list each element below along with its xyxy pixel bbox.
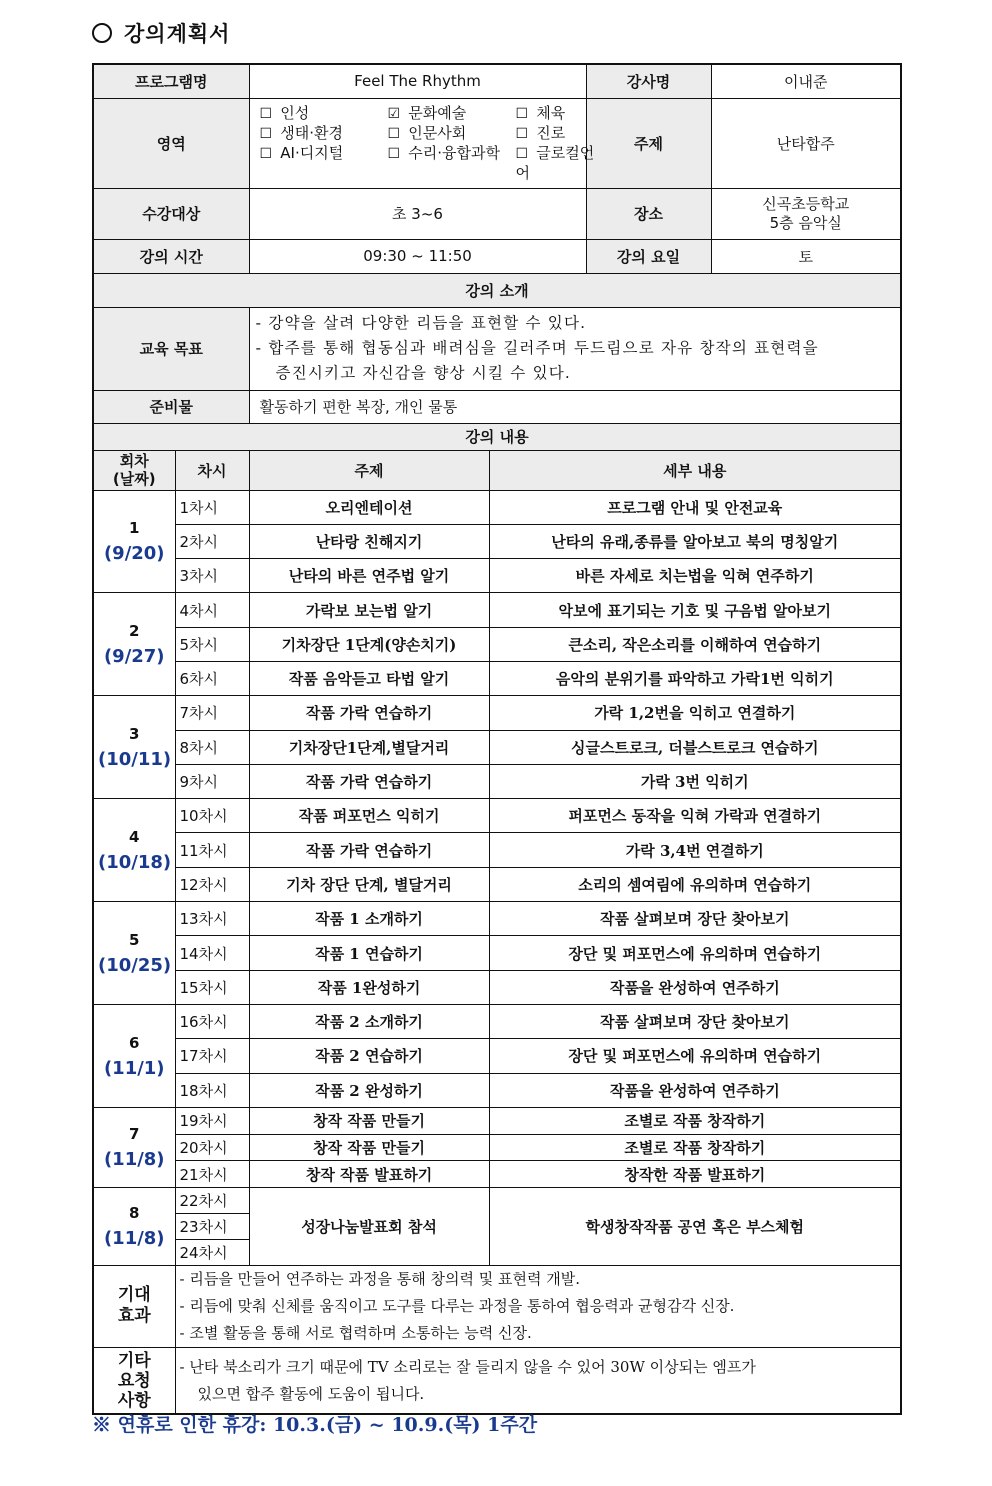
lesson-detail: 난타의 유래,종류를 알아보고 북의 명칭알기	[489, 524, 901, 558]
area-option-label: 수리·융합과학	[408, 143, 501, 162]
session-date: (11/8)	[103, 1149, 165, 1171]
goal-label: 교육 목표	[93, 307, 249, 390]
lesson-row	[93, 799, 901, 833]
requests-text	[175, 1347, 901, 1414]
lesson-row	[93, 833, 901, 867]
place-line1: 신곡초등학교	[762, 194, 850, 213]
checkbox-icon: ☐	[387, 145, 401, 162]
lesson-row	[93, 936, 901, 970]
period-cell: 2차시	[175, 524, 249, 558]
session-number-cell	[93, 902, 175, 1005]
lesson-topic: 작품 1 소개하기	[249, 902, 489, 936]
lesson-topic: 기차장단 1단계(양손치기)	[249, 627, 489, 661]
lesson-row	[93, 1107, 901, 1134]
period-cell: 18차시	[175, 1073, 249, 1107]
lesson-topic: 작품 가락 연습하기	[249, 764, 489, 798]
session-number-cell	[93, 1187, 175, 1265]
area-option-label: 문화예술	[408, 103, 467, 122]
program-value: Feel The Rhythm	[249, 64, 586, 98]
topic-label: 주제	[586, 98, 711, 188]
period-cell: 15차시	[175, 970, 249, 1004]
lesson-topic: 작품 1완성하기	[249, 970, 489, 1004]
session-number: 5	[129, 931, 140, 949]
lesson-detail: 소리의 셈여림에 유의하며 연습하기	[489, 867, 901, 901]
area-option-label: AI·디지털	[280, 143, 344, 162]
lesson-row	[93, 1039, 901, 1073]
effects-label-line: 기대	[117, 1285, 151, 1306]
session-date: (10/18)	[98, 852, 172, 874]
col-session	[93, 450, 175, 490]
period-cell: 21차시	[175, 1161, 249, 1188]
lesson-row	[93, 524, 901, 558]
lesson-topic: 작품 1 연습하기	[249, 936, 489, 970]
col-session-line: (날짜)	[112, 470, 156, 488]
session-number-cell	[93, 1004, 175, 1107]
period-cell: 12차시	[175, 867, 249, 901]
checkbox-icon: ☐	[259, 125, 273, 142]
period-cell: 23차시	[175, 1213, 249, 1239]
lesson-topic: 작품 가락 연습하기	[249, 833, 489, 867]
session-number: 4	[129, 828, 140, 847]
lesson-row	[93, 970, 901, 1004]
day-value: 토	[711, 239, 901, 273]
area-checkboxes	[249, 98, 595, 188]
col-period: 차시	[175, 450, 249, 490]
lesson-topic: 성장나눔발표회 참석	[249, 1187, 489, 1265]
requests-label	[93, 1347, 175, 1414]
lesson-topic: 창작 작품 만들기	[249, 1134, 489, 1161]
period-cell: 7차시	[175, 696, 249, 730]
circle-bullet-icon	[92, 23, 112, 43]
lesson-detail: 작품을 완성하여 연주하기	[489, 1073, 901, 1107]
instructor-label: 강사명	[586, 64, 711, 98]
area-option	[388, 124, 516, 144]
lesson-row	[93, 661, 901, 695]
period-cell: 13차시	[175, 902, 249, 936]
area-option	[516, 144, 596, 183]
requests-label-line: 요청	[117, 1370, 151, 1391]
lesson-detail: 가락 1,2번을 익히고 연결하기	[489, 696, 901, 730]
requests-label-line: 사항	[117, 1390, 151, 1411]
lesson-topic: 작품 음악듣고 타법 알기	[249, 661, 489, 695]
lesson-detail: 창작한 작품 발표하기	[489, 1161, 901, 1188]
session-date: (10/11)	[98, 749, 172, 771]
session-number: 7	[129, 1125, 140, 1144]
area-option	[516, 124, 596, 144]
lesson-topic: 창작 작품 발표하기	[249, 1161, 489, 1188]
effects-label-line: 효과	[117, 1306, 151, 1327]
lesson-topic: 기차장단1단계,별달거리	[249, 730, 489, 764]
lesson-topic: 난타랑 친해지기	[249, 524, 489, 558]
session-date: (9/20)	[103, 543, 165, 565]
lesson-row	[93, 696, 901, 730]
checkbox-icon: ☐	[515, 125, 529, 142]
title-text: 강의계획서	[124, 22, 231, 46]
area-option	[388, 144, 516, 183]
lesson-row	[93, 902, 901, 936]
target-value: 초 3~6	[249, 188, 586, 239]
checkbox-icon: ☐	[515, 105, 529, 122]
session-number-cell	[93, 799, 175, 902]
goal-text	[249, 307, 901, 390]
day-label: 강의 요일	[586, 239, 711, 273]
lesson-row	[93, 1004, 901, 1038]
session-number: 1	[129, 519, 140, 538]
document-title	[92, 18, 230, 48]
period-cell: 9차시	[175, 764, 249, 798]
period-cell: 3차시	[175, 559, 249, 593]
lesson-row	[93, 867, 901, 901]
area-option	[260, 144, 388, 183]
period-cell: 20차시	[175, 1134, 249, 1161]
checkbox-icon: ☐	[387, 125, 401, 142]
area-label: 영역	[93, 98, 249, 188]
area-option-label: 체육	[536, 103, 566, 122]
lesson-detail: 프로그램 안내 및 안전교육	[489, 490, 901, 524]
lesson-detail: 바른 자세로 치는법을 익혀 연주하기	[489, 559, 901, 593]
area-option-label: 생태·환경	[280, 123, 344, 142]
period-cell: 22차시	[175, 1187, 249, 1213]
area-option	[388, 104, 516, 124]
time-label: 강의 시간	[93, 239, 249, 273]
lesson-row	[93, 1161, 901, 1188]
lesson-detail: 조별로 작품 창작하기	[489, 1107, 901, 1134]
lesson-detail: 조별로 작품 창작하기	[489, 1134, 901, 1161]
session-number: 2	[129, 622, 140, 641]
area-option-label: 글로컬언어	[515, 143, 595, 182]
checkbox-icon: ☐	[515, 145, 529, 162]
lesson-topic: 가락보 보는법 알기	[249, 593, 489, 627]
period-cell: 14차시	[175, 936, 249, 970]
goal-line: - 강약을 살려 다양한 리듬을 표현할 수 있다.	[255, 314, 587, 332]
period-cell: 11차시	[175, 833, 249, 867]
session-number-cell	[93, 593, 175, 696]
target-label: 수강대상	[93, 188, 249, 239]
session-number: 6	[129, 1033, 140, 1052]
session-number: 8	[129, 1204, 140, 1223]
area-option-label: 인성	[280, 103, 310, 122]
effects-line: - 조별 활동을 통해 서로 협력하며 소통하는 능력 신장.	[179, 1323, 532, 1342]
lesson-detail: 가락 3,4번 연결하기	[489, 833, 901, 867]
lesson-row	[93, 559, 901, 593]
effects-line: - 리듬에 맞춰 신체를 움직이고 도구를 다루는 과정을 통하여 협응력과 균형감각 신장.	[179, 1296, 735, 1315]
period-cell: 16차시	[175, 1004, 249, 1038]
lesson-detail: 악보에 표기되는 기호 및 구음법 알아보기	[489, 593, 901, 627]
lesson-topic: 작품 2 완성하기	[249, 1073, 489, 1107]
area-option-label: 진로	[536, 123, 566, 142]
session-number-cell	[93, 490, 175, 593]
lesson-topic: 작품 2 연습하기	[249, 1039, 489, 1073]
session-number-cell	[93, 696, 175, 799]
col-topic: 주제	[249, 450, 489, 490]
lesson-detail: 장단 및 퍼포먼스에 유의하며 연습하기	[489, 1039, 901, 1073]
period-cell: 8차시	[175, 730, 249, 764]
lesson-row	[93, 1073, 901, 1107]
lesson-detail: 큰소리, 작은소리를 이해하여 연습하기	[489, 627, 901, 661]
session-date: (11/8)	[103, 1228, 165, 1250]
col-session-line: 회차	[119, 452, 149, 470]
period-cell: 19차시	[175, 1107, 249, 1134]
lesson-detail: 작품 살펴보며 장단 찾아보기	[489, 1004, 901, 1038]
checkbox-icon: ☐	[259, 105, 273, 122]
lesson-row	[93, 627, 901, 661]
lesson-detail: 음악의 분위기를 파악하고 가락1번 익히기	[489, 661, 901, 695]
session-date: (11/1)	[103, 1057, 165, 1079]
supplies-value: 활동하기 편한 복장, 개인 물통	[249, 390, 901, 423]
lesson-row	[93, 490, 901, 524]
requests-line: - 난타 북소리가 크기 때문에 TV 소리로는 잘 들리지 않을 수 있어 30W 이상되는 엠프가	[179, 1357, 756, 1376]
session-date: (10/25)	[98, 955, 172, 976]
area-option-label: 인문사회	[408, 123, 467, 142]
place-line2: 5층 음악실	[769, 213, 842, 232]
period-cell: 24차시	[175, 1239, 249, 1265]
requests-line: 있으면 합주 활동에 도움이 됩니다.	[197, 1384, 425, 1403]
col-detail: 세부 내용	[489, 450, 901, 490]
lesson-detail: 작품 살펴보며 장단 찾아보기	[489, 902, 901, 936]
lesson-detail: 장단 및 퍼포먼스에 유의하며 연습하기	[489, 936, 901, 970]
area-option	[516, 104, 596, 124]
lesson-row	[93, 593, 901, 627]
holiday-notice: ※ 연휴로 인한 휴강: 10.3.(금) ~ 10.9.(목) 1주간	[92, 1414, 538, 1436]
effects-line: - 리듬을 만들어 연주하는 과정을 통해 창의력 및 표현력 개발.	[179, 1269, 581, 1288]
area-option	[260, 104, 388, 124]
lesson-row	[93, 764, 901, 798]
lesson-detail: 가락 3번 익히기	[489, 764, 901, 798]
goal-line: - 합주를 통해 협동심과 배려심을 길러주며 두드림으로 자유 창작의 표현력을	[255, 339, 819, 357]
checked-box-icon: ☑	[387, 105, 401, 122]
period-cell: 5차시	[175, 627, 249, 661]
lesson-topic: 작품 가락 연습하기	[249, 696, 489, 730]
lesson-detail: 작품을 완성하여 연주하기	[489, 970, 901, 1004]
instructor-value: 이내준	[711, 64, 901, 98]
intro-heading: 강의 소개	[93, 273, 901, 307]
place-label: 장소	[586, 188, 711, 239]
period-cell: 17차시	[175, 1039, 249, 1073]
lesson-topic: 기차 장단 단계, 별달거리	[249, 867, 489, 901]
lesson-detail: 퍼포먼스 동작을 익혀 가락과 연결하기	[489, 799, 901, 833]
lesson-topic: 난타의 바른 연주법 알기	[249, 559, 489, 593]
supplies-label: 준비물	[93, 390, 249, 423]
checkbox-icon: ☐	[259, 145, 273, 162]
topic-value: 난타합주	[711, 98, 901, 188]
effects-label	[93, 1265, 175, 1347]
requests-label-line: 기타	[117, 1350, 151, 1371]
content-heading: 강의 내용	[93, 423, 901, 450]
session-number-cell	[93, 1107, 175, 1187]
time-value: 09:30 ~ 11:50	[249, 239, 586, 273]
period-cell: 10차시	[175, 799, 249, 833]
goal-line: 증진시키고 자신감을 향상 시킬 수 있다.	[275, 364, 572, 382]
area-option	[260, 124, 388, 144]
lesson-row	[93, 1134, 901, 1161]
period-cell: 1차시	[175, 490, 249, 524]
lesson-topic: 작품 2 소개하기	[249, 1004, 489, 1038]
period-cell: 6차시	[175, 661, 249, 695]
lesson-detail: 싱글스트로크, 더블스트로크 연습하기	[489, 730, 901, 764]
session-number: 3	[129, 725, 140, 744]
effects-text	[175, 1265, 901, 1347]
lesson-topic: 창작 작품 만들기	[249, 1107, 489, 1134]
lecture-plan-table	[92, 63, 902, 1415]
session-date: (9/27)	[103, 646, 165, 668]
lesson-row	[93, 730, 901, 764]
program-label: 프로그램명	[93, 64, 249, 98]
lesson-topic: 오리엔테이션	[249, 490, 489, 524]
lesson-detail: 학생창작작품 공연 혹은 부스체험	[489, 1187, 901, 1265]
place-value	[711, 188, 901, 239]
period-cell: 4차시	[175, 593, 249, 627]
lesson-topic: 작품 퍼포먼스 익히기	[249, 799, 489, 833]
